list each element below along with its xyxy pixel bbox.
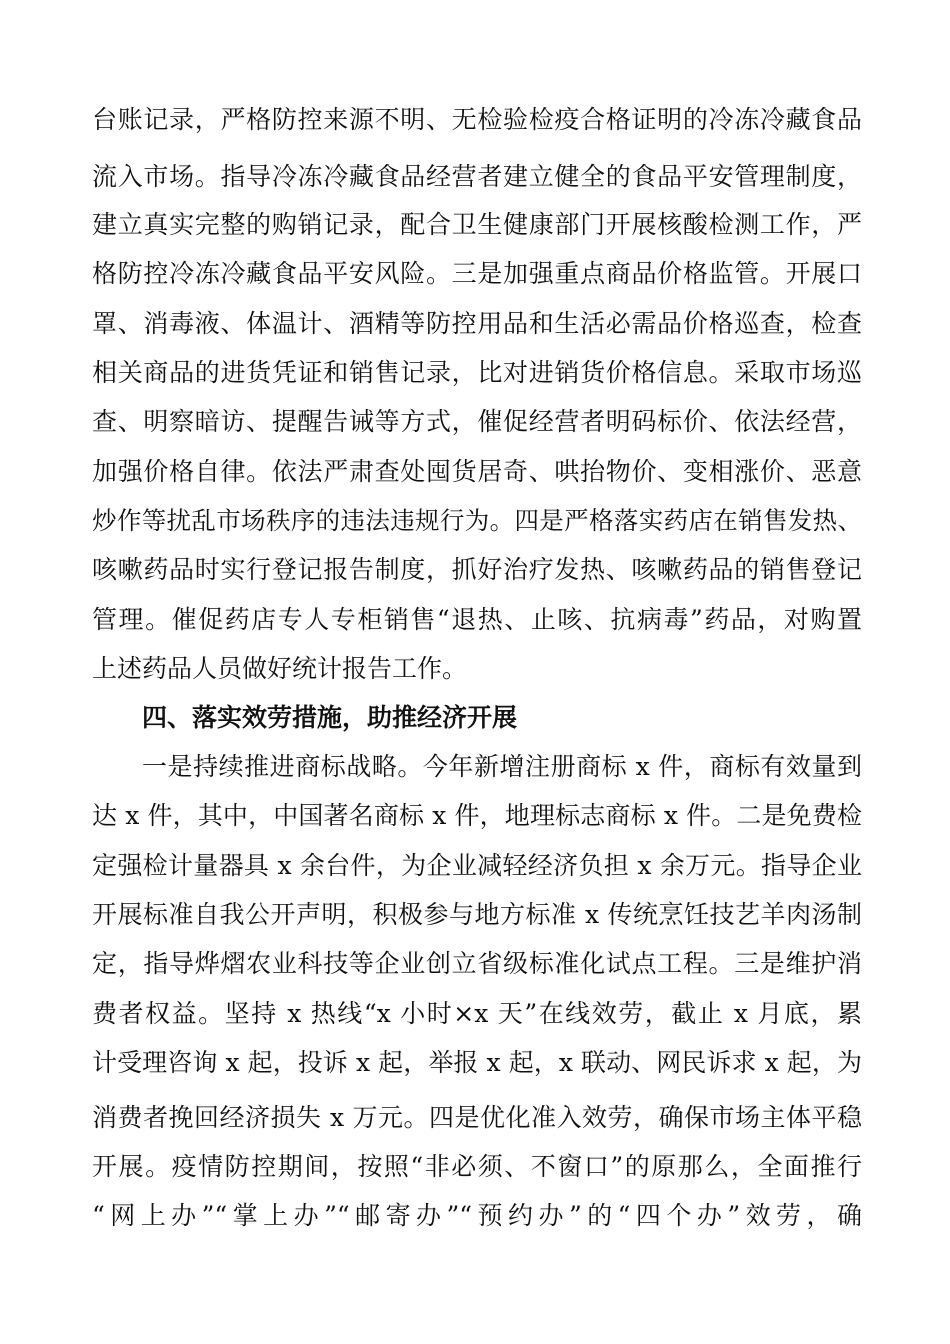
paragraph-2-line-8: 消费者挽回经济损失 x 万元。四是优化准入效劳，确保市场主体平稳: [92, 1103, 862, 1132]
paragraph-2-line-6: 费者权益。坚持 x 热线“x 小时×x 天”在线效劳，截止 x 月底，累: [92, 999, 862, 1028]
paragraph-1-line-6: 相关商品的进货凭证和销售记录，比对进销货价格信息。采取市场巡: [92, 358, 862, 387]
paragraph-1-line-7: 查、明察暗访、提醒告诫等方式，催促经营者明码标价、依法经营，: [92, 407, 862, 436]
paragraph-2-line-3: 定强检计量器具 x 余台件，为企业减轻经济负担 x 余万元。指导企业: [92, 851, 862, 880]
section-heading: 四、落实效劳措施，助推经济开展: [142, 703, 518, 732]
paragraph-1-line-3: 建立真实完整的购销记录，配合卫生健康部门开展核酸检测工作，严: [92, 210, 862, 239]
paragraph-1-line-10: 咳嗽药品时实行登记报告制度，抓好治疗发热、咳嗽药品的销售登记: [92, 555, 862, 584]
paragraph-2-line-4: 开展标准自我公开声明，积极参与地方标准 x 传统烹饪技艺羊肉汤制: [92, 900, 862, 929]
paragraph-2-line-10: “网上办”“掌上办”“邮寄办”“预约办”的“四个办”效劳，确: [92, 1201, 862, 1230]
paragraph-1-line-12: 上述药品人员做好统计报告工作。: [92, 654, 468, 683]
paragraph-1-line-4: 格防控冷冻冷藏食品平安风险。三是加强重点商品价格监管。开展口: [92, 259, 862, 288]
paragraph-1-line-1: 台账记录，严格防控来源不明、无检验检疫合格证明的冷冻冷藏食品: [92, 105, 862, 134]
paragraph-1-line-2: 流入市场。指导冷冻冷藏食品经营者建立健全的食品平安管理制度，: [92, 162, 862, 191]
paragraph-2-line-7: 计受理咨询 x 起，投诉 x 起，举报 x 起，x 联动、网民诉求 x 起，为: [92, 1048, 862, 1077]
paragraph-1-line-9: 炒作等扰乱市场秩序的违法违规行为。四是严格落实药店在销售发热、: [92, 506, 862, 535]
paragraph-1-line-8: 加强价格自律。依法严肃查处囤货居奇、哄抬物价、变相涨价、恶意: [92, 457, 862, 486]
paragraph-1-line-5: 罩、消毒液、体温计、酒精等防控用品和生活必需品价格巡查，检查: [92, 309, 862, 338]
paragraph-2-line-1: 一是持续推进商标战略。今年新增注册商标 x 件，商标有效量到: [142, 752, 862, 781]
paragraph-2-line-5: 定，指导烨熠农业科技等企业创立省级标准化试点工程。三是维护消: [92, 949, 862, 978]
paragraph-1-line-11: 管理。催促药店专人专柜销售“退热、止咳、抗病毒”药品，对购置: [92, 605, 862, 634]
paragraph-2-line-2: 达 x 件，其中，中国著名商标 x 件，地理标志商标 x 件。二是免费检: [92, 801, 862, 830]
paragraph-2-line-9: 开展。疫情防控期间，按照“非必须、不窗口”的原那么，全面推行: [92, 1152, 862, 1181]
